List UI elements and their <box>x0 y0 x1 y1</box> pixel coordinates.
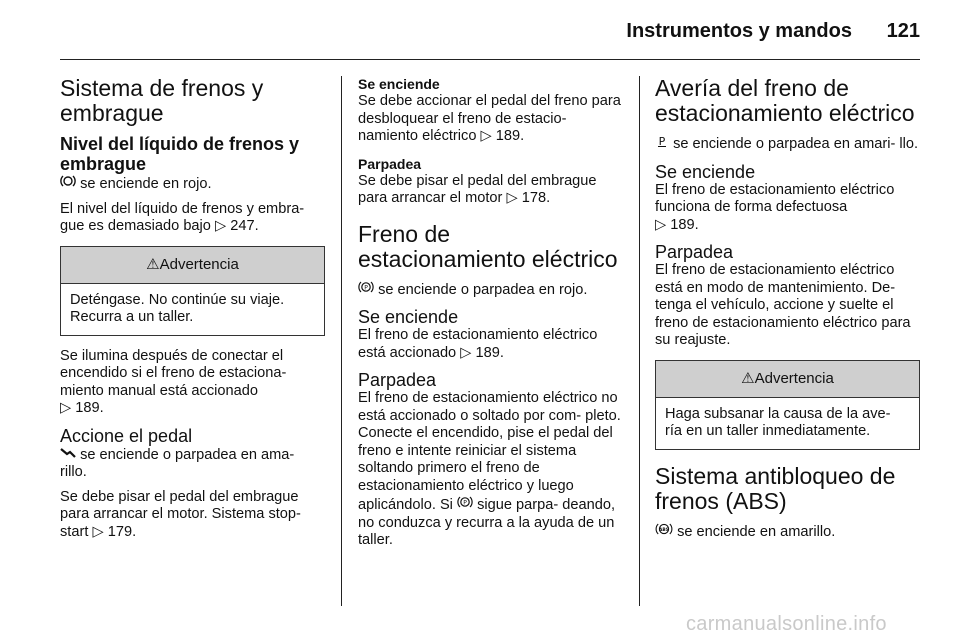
page-reference: 189. <box>670 216 699 233</box>
paragraph: se enciende o parpadea en ama- rillo. <box>60 446 295 480</box>
press-pedal-icon <box>60 446 76 464</box>
parking-brake-fault-icon <box>655 134 669 153</box>
warning-text: Haga subsanar la causa de la ave- ría en un taller inmediatamente. <box>665 405 891 439</box>
warning-triangle-icon: ⚠ <box>146 255 160 273</box>
parking-brake-icon <box>358 280 374 299</box>
watermark: carmanualsonline.info <box>686 613 887 635</box>
svg-text:ABS: ABS <box>659 527 669 533</box>
heading-parking-brake-fault: Avería del freno de estacionamiento eléctrico <box>655 75 915 126</box>
paragraph: Se debe pisar el pedal del embrague para arrancar el motor. Sistema stop- start ▷ 179. <box>60 488 301 540</box>
column-divider <box>639 76 640 606</box>
column-divider <box>341 76 342 606</box>
warning-triangle-icon: ⚠ <box>741 369 755 387</box>
svg-text:P: P <box>364 283 368 291</box>
parking-brake-icon <box>457 495 473 514</box>
paragraph: Se ilumina después de conectar el encendido si el freno de estaciona- miento manual está accionado ▷ 189. <box>60 347 287 416</box>
page-reference: 247. <box>230 218 259 234</box>
page-ref-arrow-icon: ▷ <box>92 523 104 540</box>
page-ref-arrow-icon: ▷ <box>655 216 667 233</box>
page-ref-arrow-icon: ▷ <box>480 128 492 144</box>
warning-box <box>655 360 920 450</box>
warning-header: ⚠Advertencia <box>656 361 919 398</box>
subheading-flashes: Parpadea <box>358 155 422 172</box>
paragraph: El freno de estacionamiento eléctrico funciona de forma defectuosa ▷ 189. <box>655 181 895 233</box>
column-right <box>655 76 920 548</box>
page-ref-arrow-icon: ▷ <box>460 344 472 361</box>
paragraph: se enciende en rojo. <box>60 174 325 194</box>
heading-electric-parking-brake: Freno de estacionamiento eléctrico <box>358 220 618 272</box>
paragraph: El freno de estacionamiento eléctrico está accionado ▷ 189. <box>358 327 598 361</box>
page-number: 121 <box>886 20 920 42</box>
paragraph: P se enciende o parpadea en amari- llo. <box>655 134 920 154</box>
heading-press-pedal: Accione el pedal <box>60 425 193 446</box>
svg-text:P: P <box>463 499 467 507</box>
paragraph: Se debe pisar el pedal del embrague para arrancar el motor ▷ 178. <box>358 172 597 206</box>
paragraph: El nivel del líquido de frenos y embra- gue es demasiado bajo ▷ 247. <box>60 200 305 234</box>
paragraph: ABS se enciende en amarillo. <box>655 522 920 542</box>
page-reference: 189. <box>475 344 504 361</box>
page-ref-arrow-icon: ▷ <box>214 218 227 234</box>
subheading-lights-on: Se enciende <box>358 76 440 92</box>
page-ref-arrow-icon: ▷ <box>506 190 518 206</box>
subheading-lights-on: Se enciende <box>655 161 756 182</box>
header-divider <box>60 59 920 60</box>
svg-text:P: P <box>658 135 666 148</box>
warning-text: Deténgase. No continúe su viaje. Recurra a un taller. <box>70 291 285 325</box>
page-reference: 189. <box>75 400 104 416</box>
abs-icon <box>655 522 673 541</box>
page-reference: 178. <box>521 190 551 206</box>
heading-brake-clutch-system: Sistema de frenos y embrague <box>60 75 264 126</box>
brake-fluid-icon <box>60 174 76 193</box>
page-reference: 179. <box>107 523 137 540</box>
column-left <box>60 76 325 548</box>
section-title: Instrumentos y mandos <box>626 20 852 42</box>
heading-fluid-level: Nivel del líquido de frenos y embrague <box>60 134 300 174</box>
paragraph: P se enciende o parpadea en rojo. <box>358 280 623 300</box>
page-ref-arrow-icon: ▷ <box>60 400 72 416</box>
warning-box <box>60 246 325 336</box>
warning-header: ⚠Advertencia <box>61 247 324 284</box>
page-header <box>0 0 960 62</box>
subheading-lights-on: Se enciende <box>358 307 459 327</box>
subheading-flashes: Parpadea <box>655 242 734 262</box>
subheading-flashes: Parpadea <box>358 370 437 390</box>
paragraph: Se debe accionar el pedal del freno para desbloquear el freno de estacio- namiento eléctrico ▷ 189. <box>358 93 621 144</box>
paragraph: El freno de estacionamiento eléctrico está en modo de mantenimiento. De- tenga el vehículo, accione y suelte el freno de estacionamiento eléctrico para su reajuste. <box>655 262 911 348</box>
column-middle <box>358 76 623 557</box>
heading-abs: Sistema antibloqueo de frenos (ABS) <box>655 462 896 514</box>
page-reference: 189. <box>495 128 525 144</box>
paragraph: El freno de estacionamiento eléctrico no está accionado o soltado por com- pleto. Conecte el encendido, pise el pedal del freno e intente reiniciar el sistema soltando primero el freno de estacionamiento eléctrico y luego aplicándolo. Si P sigue parpa- deando, no conduzca y recurra a la ayuda de un taller. <box>358 390 621 548</box>
